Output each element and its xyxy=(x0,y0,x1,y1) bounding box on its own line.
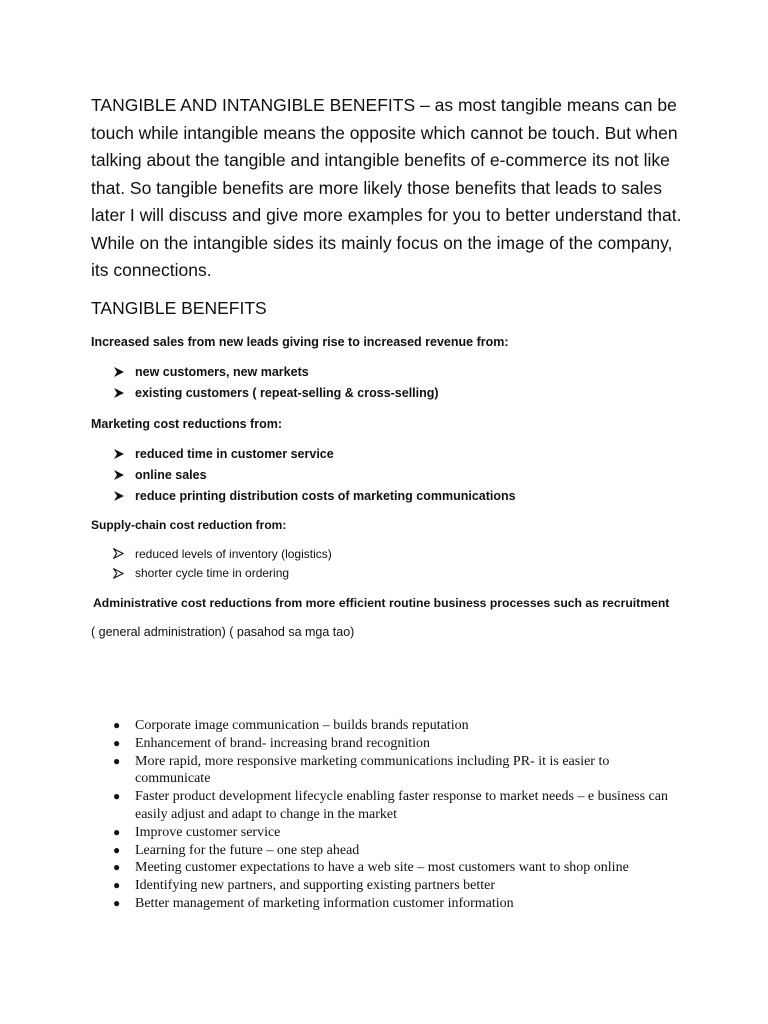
marketing-heading: Marketing cost reductions from: xyxy=(91,417,282,431)
list-item-text: existing customers ( repeat-selling & cross-selling) xyxy=(135,386,439,401)
list-item xyxy=(113,544,332,564)
list-item xyxy=(113,824,683,842)
arrowhead-bullet-icon xyxy=(113,448,135,460)
supply-chain-heading: Supply-chain cost reduction from: xyxy=(91,518,287,532)
list-item xyxy=(113,465,516,486)
arrowhead-bullet-icon xyxy=(113,568,135,579)
list-item xyxy=(113,895,683,913)
list-item xyxy=(113,444,516,465)
list-item-text: Corporate image communication – builds brands reputation xyxy=(135,718,469,733)
list-item xyxy=(113,877,683,895)
round-bullet-icon: ● xyxy=(113,824,121,839)
list-item-text: Identifying new partners, and supporting existing partners better xyxy=(135,878,496,894)
arrowhead-bullet-icon xyxy=(113,548,135,559)
marketing-list xyxy=(113,444,516,506)
round-bullet-icon: ● xyxy=(113,842,121,857)
tangible-benefits-heading: TANGIBLE BENEFITS xyxy=(91,298,267,318)
arrowhead-bullet-icon xyxy=(113,469,135,481)
list-item xyxy=(113,735,683,753)
list-item xyxy=(113,859,683,877)
list-item-text: Enhancement of brand- increasing brand recognition xyxy=(135,735,431,751)
list-item-text: online sales xyxy=(135,468,207,483)
list-item-text: Faster product development lifecycle enabling faster response to market needs – e business can easily adjust and adapt to change in the market xyxy=(135,789,668,822)
intro-paragraph: TANGIBLE AND INTANGIBLE BENEFITS – as most tangible means can be touch while intangible means the opposite which cannot be touch. But when talking about the tangible and intangible benefits of e-commerce its not like that. So tangible benefits are more likely those benefits that leads to sales later I will discuss and give more examples for you to better understand that. While on the intangible sides its mainly focus on the image of the company, its connections. xyxy=(91,95,682,280)
list-item-text: Better management of marketing information customer information xyxy=(135,895,514,911)
administrative-note: ( general administration) ( pasahod sa mga tao) xyxy=(91,625,355,639)
round-bullet-icon: ● xyxy=(113,895,121,910)
list-item-text: Improve customer service xyxy=(135,824,281,840)
list-item-text: reduced time in customer service xyxy=(135,447,334,462)
administrative-heading: Administrative cost reductions from more efficient routine business processes such as recruitment xyxy=(93,596,670,610)
sales-heading: Increased sales from new leads giving rise to increased revenue from: xyxy=(91,335,509,349)
list-item-text: shorter cycle time in ordering xyxy=(135,566,290,581)
list-item-text: Meeting customer expectations to have a web site – most customers want to shop online xyxy=(135,860,629,876)
list-item-text: new customers, new markets xyxy=(135,365,309,380)
list-item xyxy=(113,753,683,789)
arrowhead-bullet-icon xyxy=(113,490,135,502)
supply-chain-list xyxy=(113,544,332,583)
round-bullet-icon: ● xyxy=(113,878,121,893)
list-item xyxy=(113,788,683,824)
intangible-benefits-list xyxy=(113,717,683,913)
round-bullet-icon: ● xyxy=(113,735,121,750)
arrowhead-bullet-icon xyxy=(113,387,135,399)
list-item xyxy=(113,564,332,584)
arrowhead-bullet-icon xyxy=(113,366,135,378)
round-bullet-icon: ● xyxy=(113,860,121,875)
list-item xyxy=(113,383,439,404)
list-item-text: Learning for the future – one step ahead xyxy=(135,842,360,858)
list-item-text: reduced levels of inventory (logistics) xyxy=(135,546,332,561)
list-item-text: More rapid, more responsive marketing communications including PR- it is easier to communicate xyxy=(135,753,610,787)
list-item xyxy=(113,717,683,735)
list-item xyxy=(113,362,439,383)
list-item xyxy=(113,842,683,860)
round-bullet-icon: ● xyxy=(113,789,121,804)
round-bullet-icon: ● xyxy=(113,718,121,732)
list-item-text: reduce printing distribution costs of marketing communications xyxy=(135,488,516,503)
round-bullet-icon: ● xyxy=(113,753,121,768)
list-item xyxy=(113,486,516,507)
sales-list xyxy=(113,362,439,404)
